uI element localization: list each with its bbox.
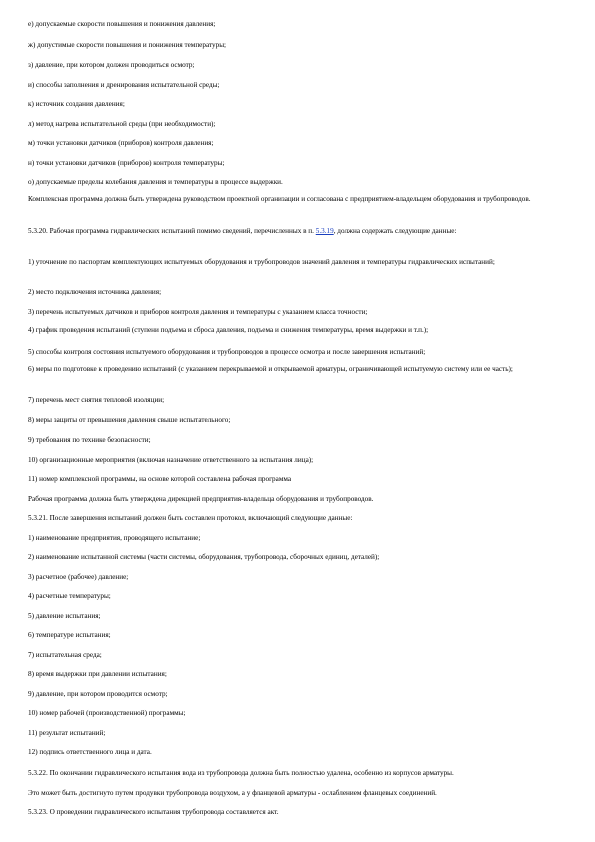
- paragraph: 2) место подключения источника давления;: [28, 288, 162, 296]
- paragraph-text-before-link: 5.3.20. Рабочая программа гидравлических испытаний помимо сведений, перечисленных в п.: [28, 227, 316, 235]
- paragraph: 4) расчетные температуры;: [28, 592, 111, 600]
- paragraph: 4) график проведения испытаний (ступени подъема и сброса давления, подъема и снижения температуры, время выдержки и т.п.);: [28, 326, 429, 334]
- paragraph: 8) время выдержки при давлении испытания;: [28, 670, 167, 678]
- paragraph: 12) подпись ответственного лица и дата.: [28, 748, 152, 756]
- paragraph: 10) номер рабочей (производственной) программы;: [28, 709, 186, 717]
- paragraph: к) источник создания давления;: [28, 100, 125, 108]
- paragraph: л) метод нагрева испытательной среды (при необходимости);: [28, 120, 216, 128]
- paragraph: 5.3.21. После завершения испытаний должен быть составлен протокол, включающий следующие данные:: [28, 514, 353, 522]
- paragraph-text-after-link: , должна содержать следующие данные:: [333, 227, 457, 235]
- paragraph: е) допускаемые скорости повышения и понижения давления;: [28, 20, 216, 28]
- paragraph-with-reference: [28, 227, 568, 236]
- paragraph: 3) перечень испытуемых датчиков и приборов контроля давления и температуры с указанием класса точности;: [28, 308, 368, 316]
- paragraph: и) способы заполнения и дренирования испытательной среды;: [28, 81, 220, 89]
- paragraph: 5.3.22. По окончании гидравлического испытания вода из трубопровода должна быть полностью удалена, особенно из корпусов арматуры.: [28, 769, 454, 777]
- paragraph: з) давление, при котором должен проводиться осмотр;: [28, 61, 195, 69]
- paragraph: Это может быть достигнуто путем продувки трубопровода воздухом, а у фланцевой арматуры - ослаблением фланцевых соединений.: [28, 789, 437, 797]
- paragraph: 3) расчетное (рабочее) давление;: [28, 573, 129, 581]
- paragraph: 9) давление, при котором проводится осмотр;: [28, 690, 168, 698]
- paragraph: о) допускаемые пределы колебания давления и температуры в процессе выдержки.: [28, 178, 283, 186]
- paragraph: 11) номер комплексной программы, на основе которой составлена рабочая программа: [28, 475, 292, 483]
- paragraph: м) точки установки датчиков (приборов) контроля давления;: [28, 139, 214, 147]
- paragraph: Комплексная программа должна быть утверждена руководством проектной организации и согласована с предприятием-владельцем оборудования и трубопроводов.: [28, 195, 531, 203]
- paragraph: 5) давление испытания;: [28, 612, 101, 620]
- paragraph: ж) допустимые скорости повышения и понижения температуры;: [28, 41, 227, 49]
- paragraph: 5) способы контроля состояния испытуемого оборудования и трубопроводов в процессе осмотра и после завершения испытаний;: [28, 348, 426, 356]
- paragraph: 9) требования по технике безопасности;: [28, 436, 151, 444]
- section-link-5-3-19[interactable]: 5.3.19: [315, 227, 334, 235]
- paragraph: 1) наименование предприятия, проводящего испытание;: [28, 534, 201, 542]
- paragraph: 2) наименование испытанной системы (части системы, оборудования, трубопровода, сборочных единиц, деталей);: [28, 553, 380, 561]
- paragraph: 7) испытательная среда;: [28, 651, 102, 659]
- paragraph: н) точки установки датчиков (приборов) контроля температуры;: [28, 159, 225, 167]
- paragraph: 7) перечень мест снятия тепловой изоляции;: [28, 396, 165, 404]
- paragraph: 6) температуре испытания;: [28, 631, 111, 639]
- paragraph: 6) меры по подготовке к проведению испытаний (с указанием перекрываемой и открываемой арматуры, ограничивающей испытуемую систему или ее часть);: [28, 365, 513, 373]
- paragraph: 10) организационные мероприятия (включая назначение ответственного за испытания лица);: [28, 456, 314, 464]
- paragraph: 5.3.23. О проведении гидравлического испытания трубопровода составляется акт.: [28, 808, 279, 816]
- paragraph: 1) уточнение по паспортам комплектующих испытуемых оборудования и трубопроводов значений давления и температуры гидравлических испытаний;: [28, 258, 495, 266]
- paragraph: 11) результат испытаний;: [28, 729, 106, 737]
- paragraph: Рабочая программа должна быть утверждена дирекцией предприятия-владельца оборудования и трубопроводов.: [28, 495, 374, 503]
- paragraph: 8) меры защиты от превышения давления свыше испытательного;: [28, 416, 231, 424]
